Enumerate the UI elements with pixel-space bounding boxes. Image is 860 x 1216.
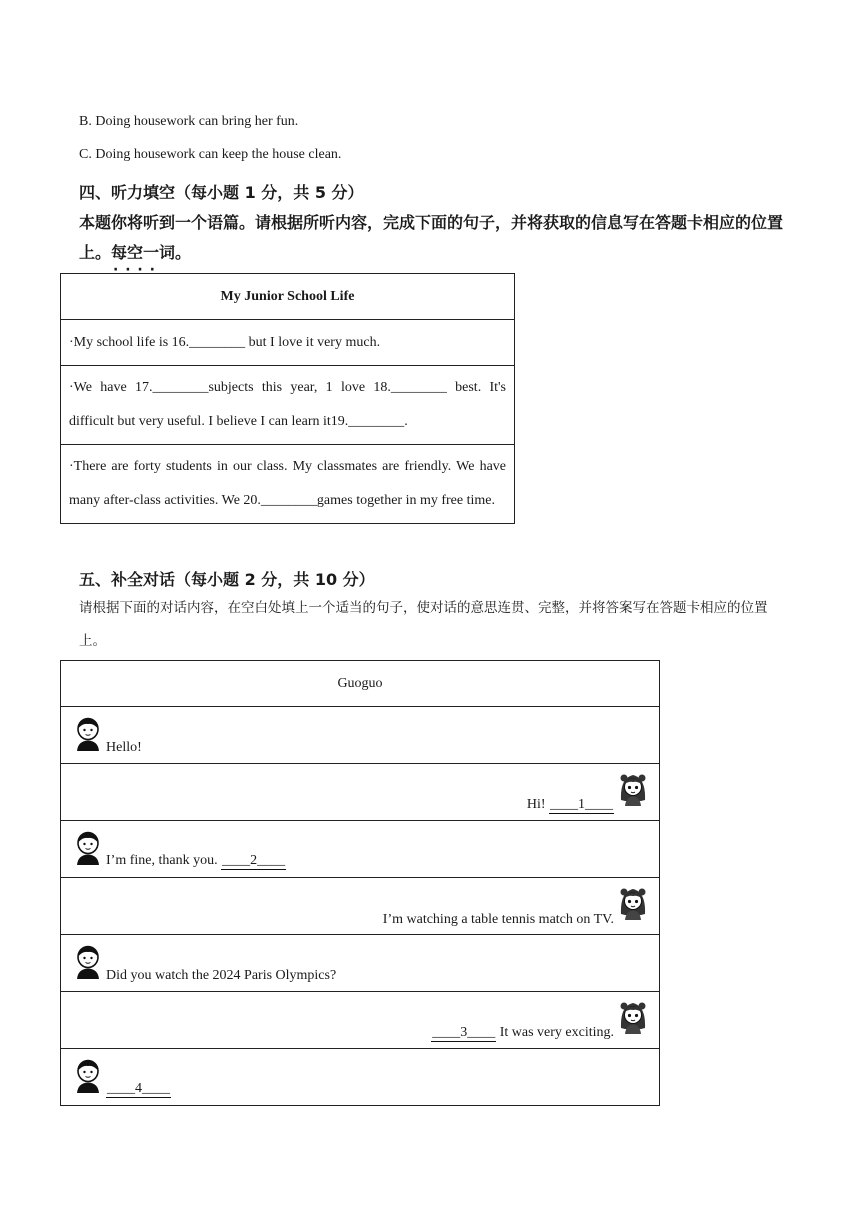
section-4-heading: 四、听力填空（每小题 1 分，共 5 分）	[79, 183, 364, 202]
dialogue-line-7	[61, 1049, 660, 1106]
dialogue-text: I’m watching a table tennis match on TV.	[382, 912, 614, 927]
dialogue-text	[106, 1081, 171, 1098]
section-5-heading: 五、补全对话（每小题 2 分，共 10 分）	[79, 570, 375, 589]
instruction-end: 。	[175, 243, 192, 262]
dialogue-line-6	[61, 992, 660, 1049]
dialogue-text: Did you watch the 2024 Paris Olympics?	[106, 968, 337, 983]
section-5-instruction: 请根据下面的对话内容，在空白处填上一个适当的句子，使对话的意思连贯、完整，并将答案写在答题卡相应的位置上。	[79, 600, 768, 649]
listening-row-2: ·We have 17.________subjects this year, 1 love 18.________ best. It's difficult but very useful. I believe I can learn it19.________.	[61, 366, 515, 445]
listening-table-title: My Junior School Life	[61, 274, 515, 320]
listening-table	[60, 273, 515, 524]
girl-avatar-icon	[619, 1000, 647, 1034]
dialogue-text	[527, 797, 614, 814]
girl-avatar-icon	[619, 772, 647, 806]
instruction-main: 本题你将听到一个语篇。请根据所听内容，完成下面的句子，并将获取的信息写在答题卡相应的位置上。	[79, 213, 784, 262]
boy-avatar-icon	[75, 945, 101, 979]
dialogue-table	[60, 660, 660, 1106]
dialogue-line-3	[61, 821, 660, 878]
option-c: C. Doing housework can keep the house clean.	[79, 147, 342, 162]
dialogue-text	[431, 1025, 614, 1042]
answer-blank-3[interactable]: ____3____	[432, 1025, 496, 1040]
dialogue-text-post: It was very exciting.	[496, 1025, 614, 1040]
dialogue-line-5	[61, 935, 660, 992]
dialogue-text-pre: Hi!	[526, 797, 549, 812]
boy-avatar-icon	[75, 1059, 101, 1093]
girl-avatar-icon	[619, 886, 647, 920]
section-4-instruction	[79, 208, 789, 268]
dialogue-title: Guoguo	[61, 661, 660, 707]
instruction-emphasis: 每空一词 · · · ·	[111, 243, 175, 262]
dialogue-line-4	[61, 878, 660, 935]
answer-blank-4[interactable]: ____4____	[107, 1081, 170, 1096]
option-b: B. Doing housework can bring her fun.	[79, 114, 299, 129]
answer-blank-2[interactable]: ____2____	[222, 853, 286, 868]
dialogue-text	[106, 853, 286, 870]
dialogue-text-pre: I’m fine, thank you.	[106, 853, 222, 868]
boy-avatar-icon	[75, 831, 101, 865]
dialogue-line-2	[61, 764, 660, 821]
dialogue-line-1	[61, 707, 660, 764]
listening-row-3: ·There are forty students in our class. My classmates are friendly. We have many after-class activities. We 20.________games together in my free time.	[61, 445, 515, 524]
answer-blank-1[interactable]: ____1____	[550, 797, 613, 812]
listening-row-1: ·My school life is 16.________ but I love it very much.	[61, 320, 515, 366]
boy-avatar-icon	[75, 717, 101, 751]
dialogue-text: Hello!	[106, 740, 142, 755]
